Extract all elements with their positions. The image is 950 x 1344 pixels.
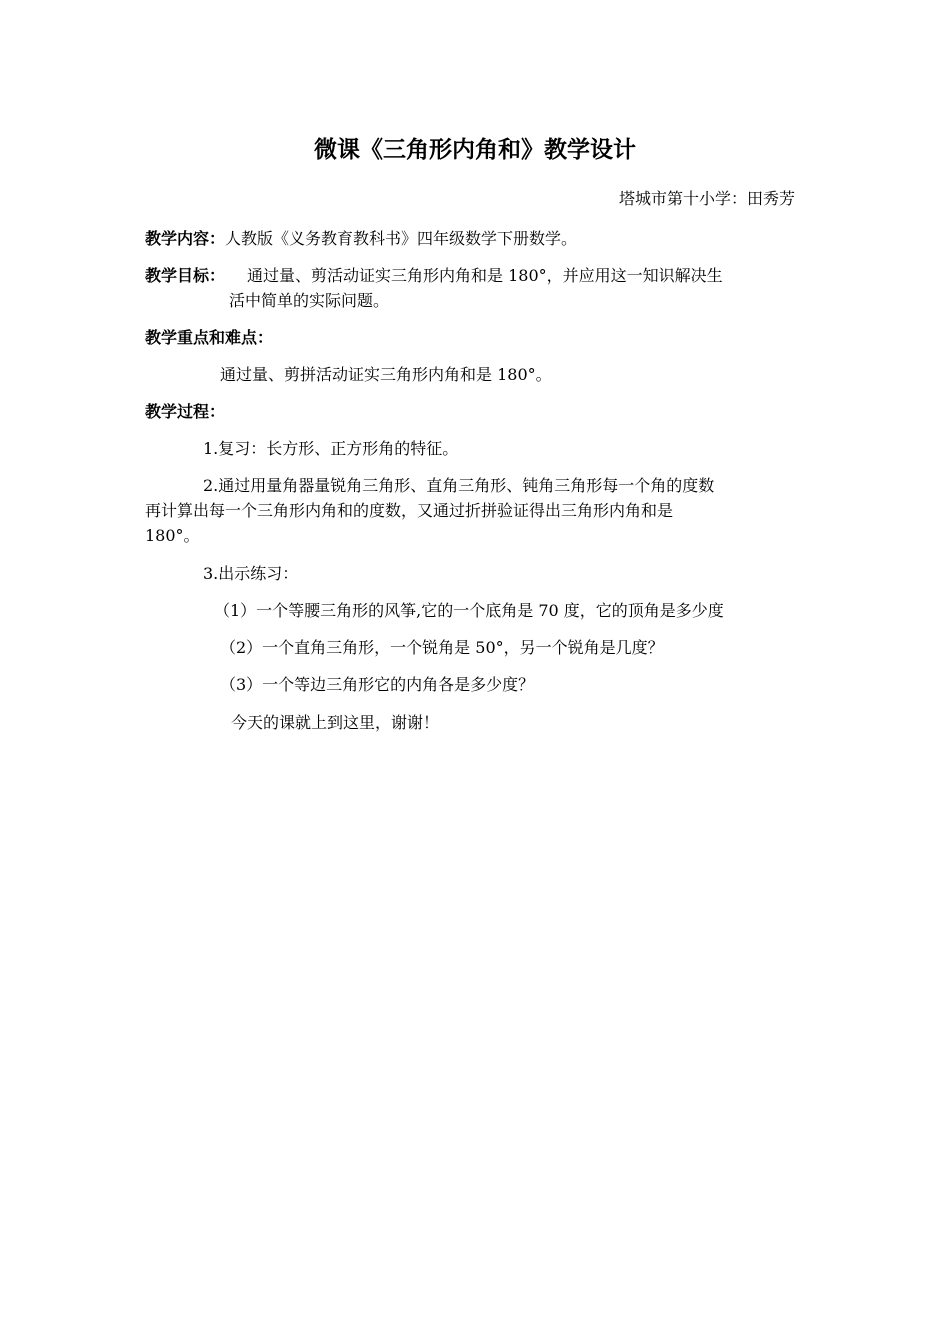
process-step-2-line3: 180°。: [145, 526, 200, 545]
content-row: [145, 227, 577, 251]
process-step-3: 3.出示练习：: [203, 564, 299, 583]
document-title: 微课《三角形内角和》教学设计: [314, 137, 636, 163]
closing-text: 今天的课就上到这里，谢谢！: [231, 713, 440, 732]
keypoints-text: 通过量、剪拼活动证实三角形内角和是 180°。: [220, 365, 552, 384]
author-line: 塔城市第十小学：田秀芳: [618, 189, 795, 208]
content-label: 教学内容：: [145, 229, 226, 248]
keypoints-label-row: [145, 326, 273, 350]
exercise-item: （2）一个直角三角形，一个锐角是 50°，另一个锐角是几度？: [220, 638, 664, 657]
keypoints-label: 教学重点和难点：: [145, 328, 274, 347]
process-step-2-line1: 2.通过用量角器量锐角三角形、直角三角形、钝角三角形每一个角的度数: [203, 476, 715, 495]
objective-row: [145, 264, 723, 288]
process-step-2-line2: 再计算出每一个三角形内角和的度数，又通过折拼验证得出三角形内角和是: [145, 501, 674, 520]
objective-label: 教学目标：: [145, 266, 226, 285]
content-text: 人教版《义务教育教科书》四年级数学下册数学。: [225, 229, 578, 248]
process-label: 教学过程：: [145, 402, 226, 421]
exercise-item: （3）一个等边三角形它的内角各是多少度？: [220, 675, 535, 694]
exercise-item: （1）一个等腰三角形的风筝,它的一个底角是 70 度，它的顶角是多少度: [214, 601, 724, 620]
objective-text-line1: 通过量、剪活动证实三角形内角和是 180°，并应用这一知识解决生: [247, 266, 723, 285]
process-label-row: [145, 400, 225, 424]
process-step-1: 1.复习：长方形、正方形角的特征。: [203, 439, 459, 458]
objective-text-line2: 活中简单的实际问题。: [229, 291, 390, 310]
